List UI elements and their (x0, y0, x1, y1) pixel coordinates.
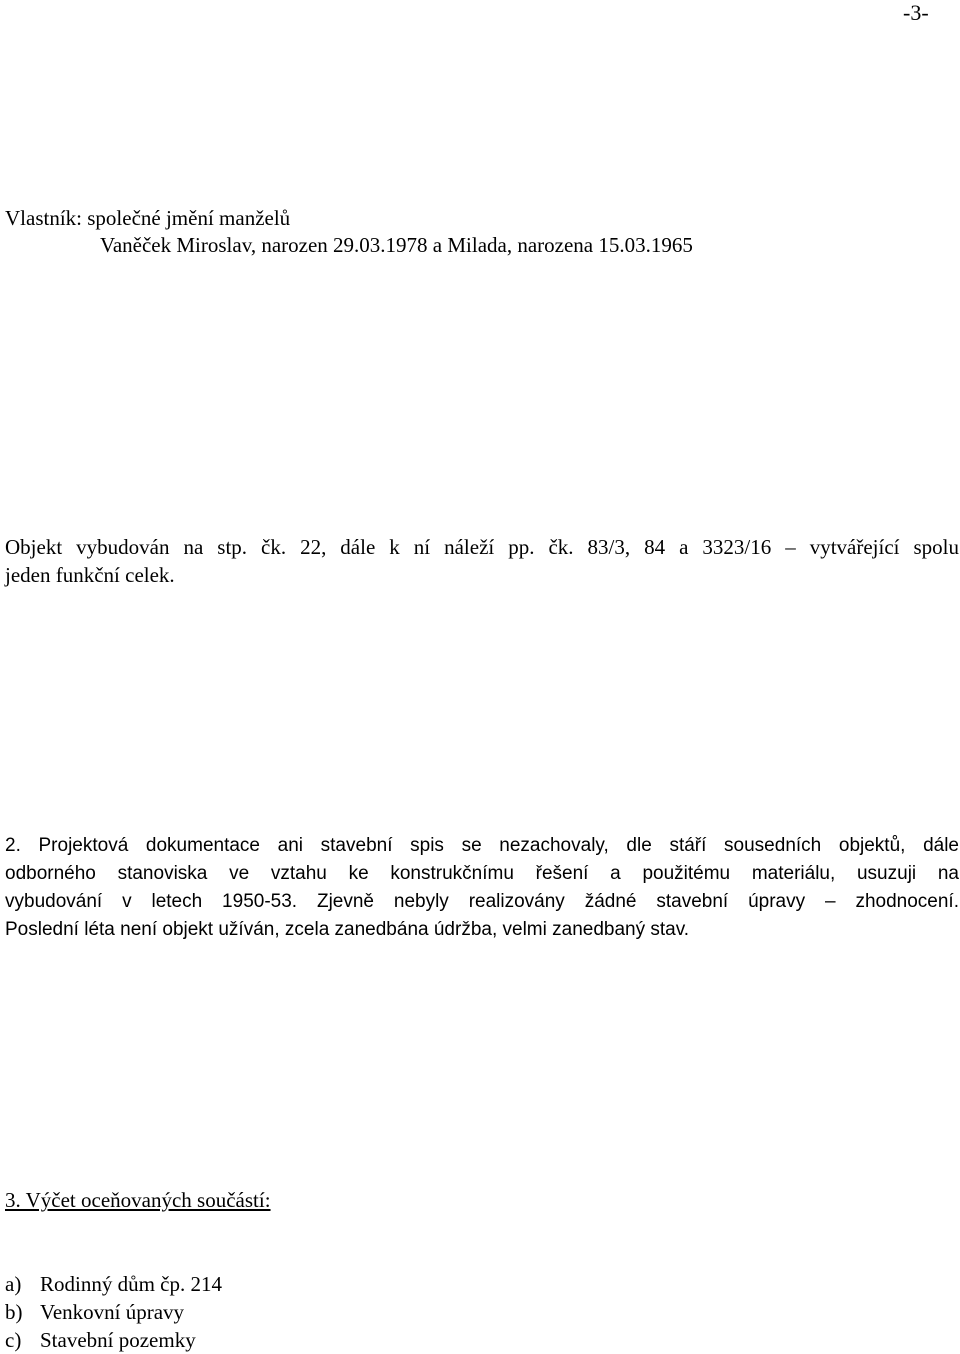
list-marker: b) (5, 1300, 23, 1324)
list-item (5, 1270, 222, 1298)
page-number: -3- (903, 0, 929, 25)
section-2-line: odborného stanoviska ve vztahu ke konstrukčnímu řešení a použitému materiálu, usuzuji na (5, 863, 959, 884)
owner-line: Vlastník: společné jmění manželů (5, 206, 291, 230)
section-2-line: 2. Projektová dokumentace ani stavební spis se nezachovaly, dle stáří sousedních objektů, dále (5, 835, 959, 856)
owner-names: Vaněček Miroslav, narozen 29.03.1978 a Milada, narozena 15.03.1965 (100, 233, 693, 257)
list-marker: c) (5, 1328, 22, 1352)
components-list (5, 1270, 222, 1354)
object-paragraph (5, 533, 959, 589)
object-line: Objekt vybudován na stp. čk. 22, dále k ní náleží pp. čk. 83/3, 84 a 3323/16 – vytvářející spolu (5, 535, 959, 559)
object-line: jeden funkční celek. (5, 563, 175, 587)
list-item-text: Venkovní úpravy (40, 1300, 185, 1324)
list-marker: a) (5, 1272, 22, 1296)
section-3-heading: 3. Výčet oceňovaných součástí: (5, 1188, 271, 1212)
list-item-text: Rodinný dům čp. 214 (40, 1272, 222, 1296)
list-item-text: Stavební pozemky (40, 1328, 196, 1352)
list-item (5, 1298, 222, 1326)
list-item (5, 1326, 222, 1354)
section-2-line: vybudování v letech 1950-53. Zjevně nebyly realizovány žádné stavební úpravy – zhodnocení. (5, 891, 959, 912)
section-2-line: Poslední léta není objekt užíván, zcela zanedbána údržba, velmi zanedbaný stav. (5, 919, 690, 940)
section-2-paragraph (5, 832, 959, 944)
